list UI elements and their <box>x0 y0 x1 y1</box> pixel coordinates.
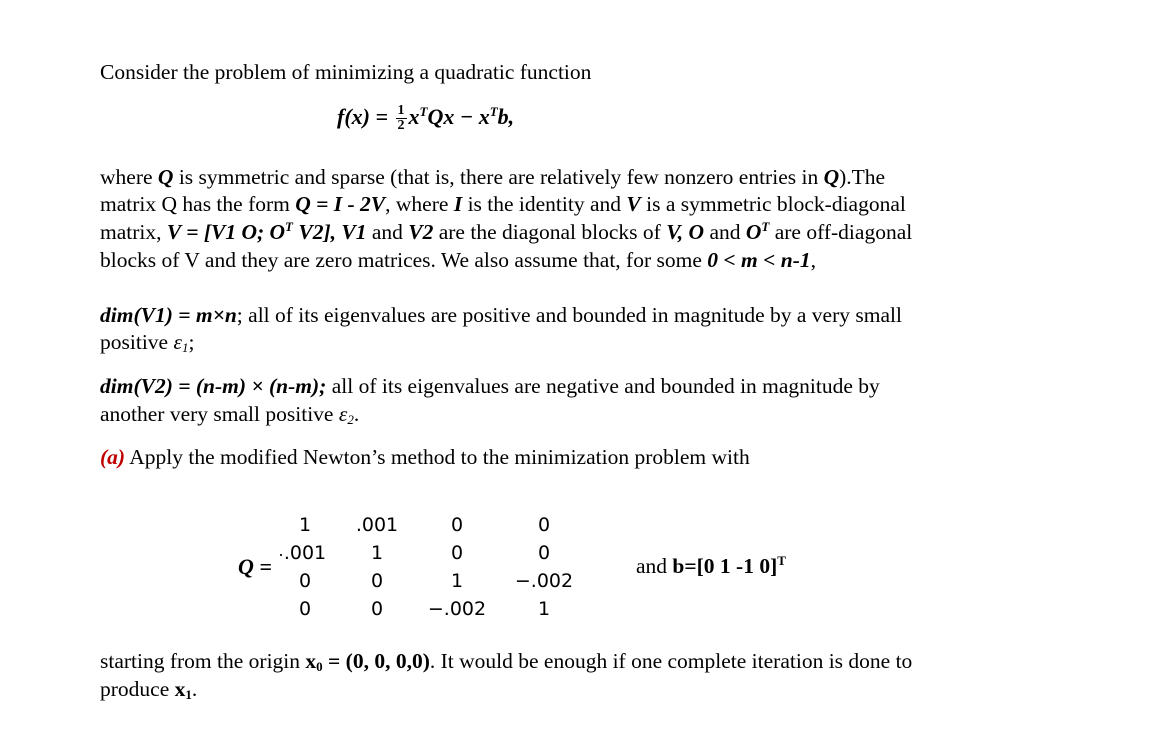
part-a-question: (a) Apply the modified Newton’s method to the minimization problem with <box>100 445 750 469</box>
matrix-cell: 0 <box>450 542 464 564</box>
part-a-label: (a) <box>100 445 126 469</box>
matrix-cell: −.002 <box>514 570 574 592</box>
matrix-cell: 1 <box>370 542 384 564</box>
intro-text: Consider the problem of minimizing a quadratic function <box>100 60 592 84</box>
matrix-cell: 1 <box>298 514 312 536</box>
formula-lhs: f(x) = <box>337 104 389 129</box>
one-half-fraction: $\frac{1}{2}$ <box>397 103 405 134</box>
matrix-label: Q = <box>238 554 272 579</box>
para1-line3: matrix, V = [V1 O; $O^T$ V2], V1 and V2 are the diagonal blocks of V, O and $O^T$ are off-diagonal <box>100 219 913 244</box>
matrix-cell: 0 <box>298 598 312 620</box>
matrix-cell: 0 <box>537 514 551 536</box>
matrix-dot: · <box>278 545 284 565</box>
matrix-cell: 1 <box>450 570 464 592</box>
matrix-cell: 0 <box>537 542 551 564</box>
matrix-cell: 1 <box>537 598 551 620</box>
matrix-cell: 0 <box>298 570 312 592</box>
matrix-cell: 0 <box>370 598 384 620</box>
matrix-cell: .001 <box>283 542 327 564</box>
para1-line2: matrix Q has the form Q = I - 2V, where I is the identity and V is a symmetric block-diagonal <box>100 192 906 216</box>
para1-line1: where Q is symmetric and sparse (that is, there are relatively few nonzero entries in Q).The <box>100 165 886 189</box>
objective-formula: f(x) = $\frac{1}{2}$ $x^TQx - x^Tb$, <box>337 103 515 134</box>
b-vector: and b=[0 1 -1 0]$^T$ <box>636 553 786 578</box>
para1-line4: blocks of V and they are zero matrices. We also assume that, for some 0 < m < n-1, <box>100 248 816 272</box>
matrix-cell: −.002 <box>427 598 487 620</box>
matrix-cell: 0 <box>370 570 384 592</box>
matrix-cell: .001 <box>355 514 399 536</box>
matrix-cell: 0 <box>450 514 464 536</box>
